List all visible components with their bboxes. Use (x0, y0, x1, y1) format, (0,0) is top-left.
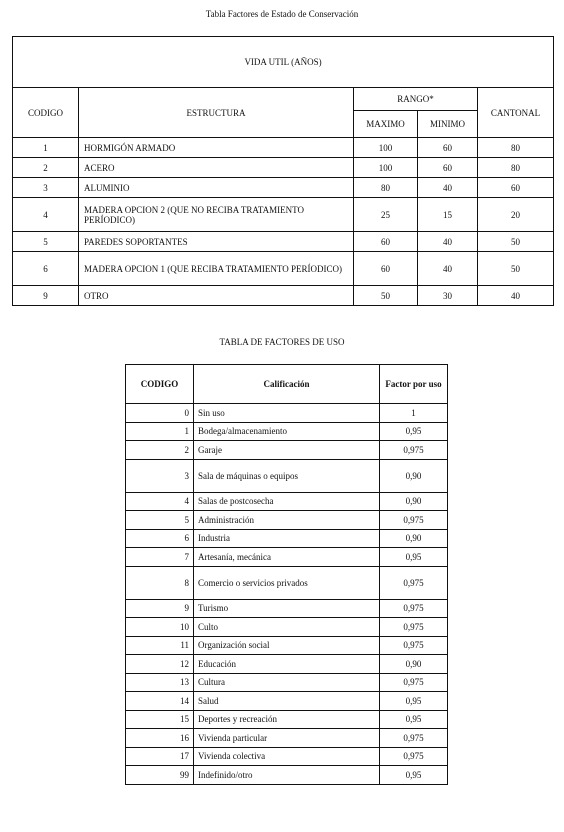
codigo-cell: 17 (126, 747, 194, 766)
factor-cell: 0,90 (380, 529, 448, 548)
calificacion-cell: Organización social (194, 636, 380, 655)
maximo-cell: 50 (354, 286, 418, 306)
cantonal-cell: 80 (478, 158, 554, 178)
codigo-cell: 3 (126, 459, 194, 492)
factor-cell: 0,975 (380, 599, 448, 618)
minimo-cell: 60 (418, 138, 478, 158)
use-factors-table-title: TABLA DE FACTORES DE USO (219, 337, 345, 347)
calificacion-cell: Educación (194, 655, 380, 674)
calificacion-cell: Sala de máquinas o equipos (194, 459, 380, 492)
codigo-cell: 13 (126, 673, 194, 692)
calificacion-cell: Vivienda colectiva (194, 747, 380, 766)
table-row (126, 710, 448, 729)
maximo-cell: 60 (354, 252, 418, 286)
codigo-cell: 2 (13, 158, 79, 178)
table-row (13, 252, 554, 286)
calificacion-cell: Indefinido/otro (194, 766, 380, 785)
minimo-cell: 40 (418, 232, 478, 252)
table-row (126, 566, 448, 599)
factor-cell: 0,90 (380, 492, 448, 511)
factor-cell: 0,975 (380, 673, 448, 692)
table-row (13, 138, 554, 158)
calificacion-cell: Cultura (194, 673, 380, 692)
cantonal-cell: 20 (478, 198, 554, 232)
calificacion-cell: Bodega/almacenamiento (194, 422, 380, 441)
codigo-cell: 4 (126, 492, 194, 511)
minimo-cell: 40 (418, 178, 478, 198)
codigo-cell: 9 (126, 599, 194, 618)
calificacion-cell: Sin uso (194, 404, 380, 423)
table-row (126, 511, 448, 530)
maximo-cell: 25 (354, 198, 418, 232)
codigo-cell: 16 (126, 729, 194, 748)
factor-cell: 0,95 (380, 548, 448, 567)
codigo-column-header: CODIGO (13, 88, 79, 138)
table-row (126, 655, 448, 674)
table-row (126, 747, 448, 766)
estructura-cell: MADERA OPCION 1 (QUE RECIBA TRATAMIENTO PERÍODICO) (79, 252, 354, 286)
estructura-cell: MADERA OPCION 2 (QUE NO RECIBA TRATAMIENTO PERÍODICO) (79, 198, 354, 232)
table-row (13, 286, 554, 306)
factor-cell: 0,90 (380, 655, 448, 674)
codigo-cell: 15 (126, 710, 194, 729)
calificacion-cell: Vivienda particular (194, 729, 380, 748)
codigo-cell: 5 (126, 511, 194, 530)
codigo-cell: 10 (126, 618, 194, 637)
codigo-cell: 1 (126, 422, 194, 441)
codigo-cell: 4 (13, 198, 79, 232)
factor-cell: 0,975 (380, 636, 448, 655)
minimo-cell: 30 (418, 286, 478, 306)
table-row (126, 729, 448, 748)
estructura-cell: PAREDES SOPORTANTES (79, 232, 354, 252)
table-row (126, 673, 448, 692)
calificacion-column-header: Calificación (194, 365, 380, 404)
conservation-factors-table (12, 36, 554, 306)
calificacion-cell: Salud (194, 692, 380, 711)
table-row (126, 404, 448, 423)
table-row (126, 636, 448, 655)
cantonal-cell: 60 (478, 178, 554, 198)
codigo-cell: 11 (126, 636, 194, 655)
factor-cell: 0,90 (380, 459, 448, 492)
codigo-cell: 6 (13, 252, 79, 286)
factor-cell: 0,95 (380, 710, 448, 729)
table-row (126, 441, 448, 460)
table-row (126, 692, 448, 711)
cantonal-cell: 50 (478, 232, 554, 252)
table-row (126, 618, 448, 637)
estructura-cell: OTRO (79, 286, 354, 306)
factor-cell: 0,975 (380, 441, 448, 460)
maximo-cell: 60 (354, 232, 418, 252)
maximo-column-header: MAXIMO (354, 111, 418, 138)
factor-cell: 0,95 (380, 692, 448, 711)
estructura-column-header: ESTRUCTURA (79, 88, 354, 138)
codigo-cell: 2 (126, 441, 194, 460)
factor-column-header: Factor por uso (380, 365, 448, 404)
table-row (13, 232, 554, 252)
calificacion-cell: Industria (194, 529, 380, 548)
maximo-cell: 100 (354, 138, 418, 158)
table-row (13, 158, 554, 178)
table-row (126, 459, 448, 492)
codigo-cell: 6 (126, 529, 194, 548)
calificacion-cell: Artesanía, mecánica (194, 548, 380, 567)
codigo-cell: 99 (126, 766, 194, 785)
estructura-cell: HORMIGÓN ARMADO (79, 138, 354, 158)
factor-cell: 0,975 (380, 511, 448, 530)
cantonal-cell: 80 (478, 138, 554, 158)
maximo-cell: 100 (354, 158, 418, 178)
codigo-cell: 7 (126, 548, 194, 567)
factor-cell: 0,95 (380, 766, 448, 785)
cantonal-cell: 50 (478, 252, 554, 286)
calificacion-cell: Culto (194, 618, 380, 637)
table-row (126, 492, 448, 511)
table-row (13, 178, 554, 198)
codigo-cell: 14 (126, 692, 194, 711)
factor-cell: 0,975 (380, 566, 448, 599)
codigo-cell: 9 (13, 286, 79, 306)
table-row (13, 198, 554, 232)
calificacion-cell: Salas de postcosecha (194, 492, 380, 511)
cantonal-cell: 40 (478, 286, 554, 306)
conservation-table-title: Tabla Factores de Estado de Conservación (205, 9, 359, 19)
calificacion-cell: Comercio o servicios privados (194, 566, 380, 599)
minimo-cell: 60 (418, 158, 478, 178)
use-factors-table (125, 364, 448, 785)
codigo-column-header: CODIGO (126, 365, 194, 404)
codigo-cell: 8 (126, 566, 194, 599)
codigo-cell: 1 (13, 138, 79, 158)
table-row (126, 548, 448, 567)
codigo-cell: 0 (126, 404, 194, 423)
maximo-cell: 80 (354, 178, 418, 198)
table-row (126, 766, 448, 785)
factor-cell: 1 (380, 404, 448, 423)
factor-cell: 0,975 (380, 747, 448, 766)
calificacion-cell: Garaje (194, 441, 380, 460)
estructura-cell: ALUMINIO (79, 178, 354, 198)
table-row (126, 599, 448, 618)
cantonal-column-header: CANTONAL (478, 88, 554, 138)
factor-cell: 0,95 (380, 422, 448, 441)
minimo-column-header: MINIMO (418, 111, 478, 138)
minimo-cell: 15 (418, 198, 478, 232)
codigo-cell: 3 (13, 178, 79, 198)
calificacion-cell: Administración (194, 511, 380, 530)
rango-column-header: RANGO* (354, 88, 478, 111)
table-row (126, 529, 448, 548)
vida-util-header: VIDA UTIL (AÑOS) (13, 37, 554, 88)
calificacion-cell: Turismo (194, 599, 380, 618)
table-row (126, 422, 448, 441)
minimo-cell: 40 (418, 252, 478, 286)
factor-cell: 0,975 (380, 729, 448, 748)
codigo-cell: 12 (126, 655, 194, 674)
calificacion-cell: Deportes y recreación (194, 710, 380, 729)
codigo-cell: 5 (13, 232, 79, 252)
estructura-cell: ACERO (79, 158, 354, 178)
factor-cell: 0,975 (380, 618, 448, 637)
